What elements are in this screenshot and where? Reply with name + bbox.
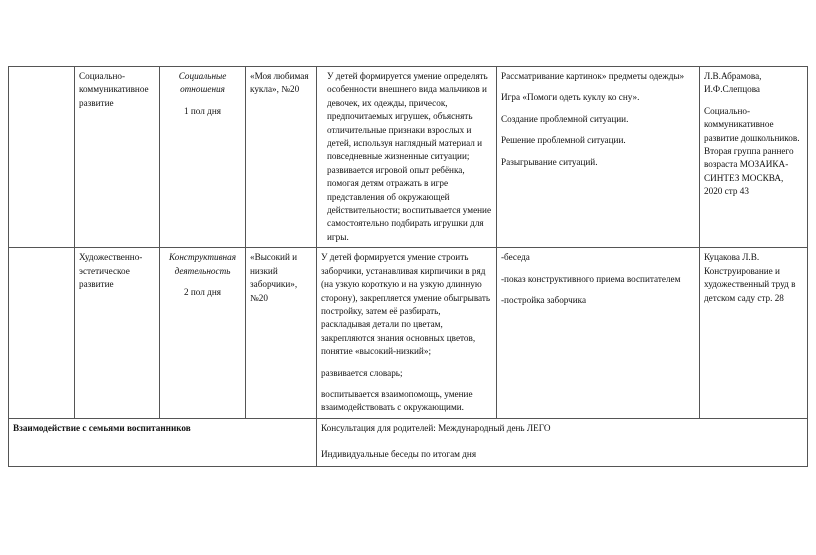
method-item: Игра «Помоги одеть куклу ко сну». (501, 92, 640, 103)
method-item: Рассматривание картинок» предметы одежды» (501, 71, 685, 81)
methods-cell (497, 67, 700, 248)
table-row (9, 418, 808, 466)
theme: «Высокий и низкий заборчики», №20 (250, 252, 298, 303)
theme: «Моя любимая кукла», №20 (250, 71, 309, 95)
activity-title: Конструктивная деятельность (169, 252, 236, 276)
education-area: Социально-коммуникативное развитие (79, 71, 149, 108)
method-item: Решение проблемной ситуации. (501, 135, 626, 146)
literature-source: Социально-коммуникативное развитие дошкольников. Вторая группа раннего возраста МОЗАИКА-СИНТЕЗ МОСКВА, 2020 стр 43 (704, 105, 800, 197)
activity-cell (160, 248, 246, 418)
family-item: Индивидуальные беседы по итогам дня (321, 449, 477, 460)
table-row (9, 248, 808, 418)
method-item: -показ конструктивного приема воспитателем (501, 273, 681, 284)
tasks-cell (317, 248, 497, 418)
family-items-cell (317, 418, 808, 466)
methods-cell (497, 248, 700, 418)
theme-cell (246, 67, 317, 248)
method-item: Создание проблемной ситуации. (501, 113, 629, 124)
literature-cell (700, 248, 808, 418)
education-area: Художественно-эстетическое развитие (79, 252, 143, 290)
activity-time: 1 пол дня (184, 105, 221, 116)
lesson-plan-table (8, 66, 808, 467)
family-label: Взаимодействие с семьями воспитанников (13, 422, 191, 433)
family-item: Консультация для родителей: Международный день ЛЕГО (321, 422, 551, 433)
family-label-cell (9, 418, 317, 466)
activity-cell (160, 67, 246, 248)
tasks-text: воспитывается взаимопомощь, умение взаимодействовать с окружающими. (321, 388, 473, 413)
method-item: -постройка заборчика (501, 295, 587, 306)
tasks-text: развивается словарь; (321, 367, 403, 378)
tasks-text: У детей формируется умение определять особенности внешнего вида мальчиков и девочек, их одежды, причесок, предпочитаемых игрушек, объяснять отличительные признаки взрослых и детей, используя наглядный материал и повседневные жизненные ситуации; развивается игровой опыт ребёнка, помогая детям отражать в игре представления об окружающей действительности; воспитывается умение самостоятельно подбирать игрушки для игры. (327, 71, 492, 242)
tasks-text: У детей формируется умение строить заборчики, устанавливая кирпичики в ряд (на узкую короткую и на узкую длинную сторону), закрепляется умение обыгрывать постройку, затем её разбирать, раскладывая детали по цветам, закрепляются знания основных цветов, понятие «высокий-низкий»; (321, 252, 491, 357)
table-row (9, 67, 808, 248)
empty-cell (9, 248, 75, 418)
activity-time: 2 пол дня (184, 287, 221, 298)
literature-authors: Л.В.Абрамова, И.Ф.Слепцова (704, 71, 762, 95)
literature-cell (700, 67, 808, 248)
tasks-cell (317, 67, 497, 248)
activity-title: Социальные отношения (178, 71, 227, 95)
theme-cell (246, 248, 317, 418)
empty-cell (9, 67, 75, 248)
education-area-cell (75, 248, 160, 418)
literature-source: Куцакова Л.В. Конструирование и художественный труд в детском саду стр. 28 (704, 252, 796, 303)
education-area-cell (75, 67, 160, 248)
method-item: Разыгрывание ситуаций. (501, 156, 598, 167)
method-item: -беседа (501, 252, 530, 263)
